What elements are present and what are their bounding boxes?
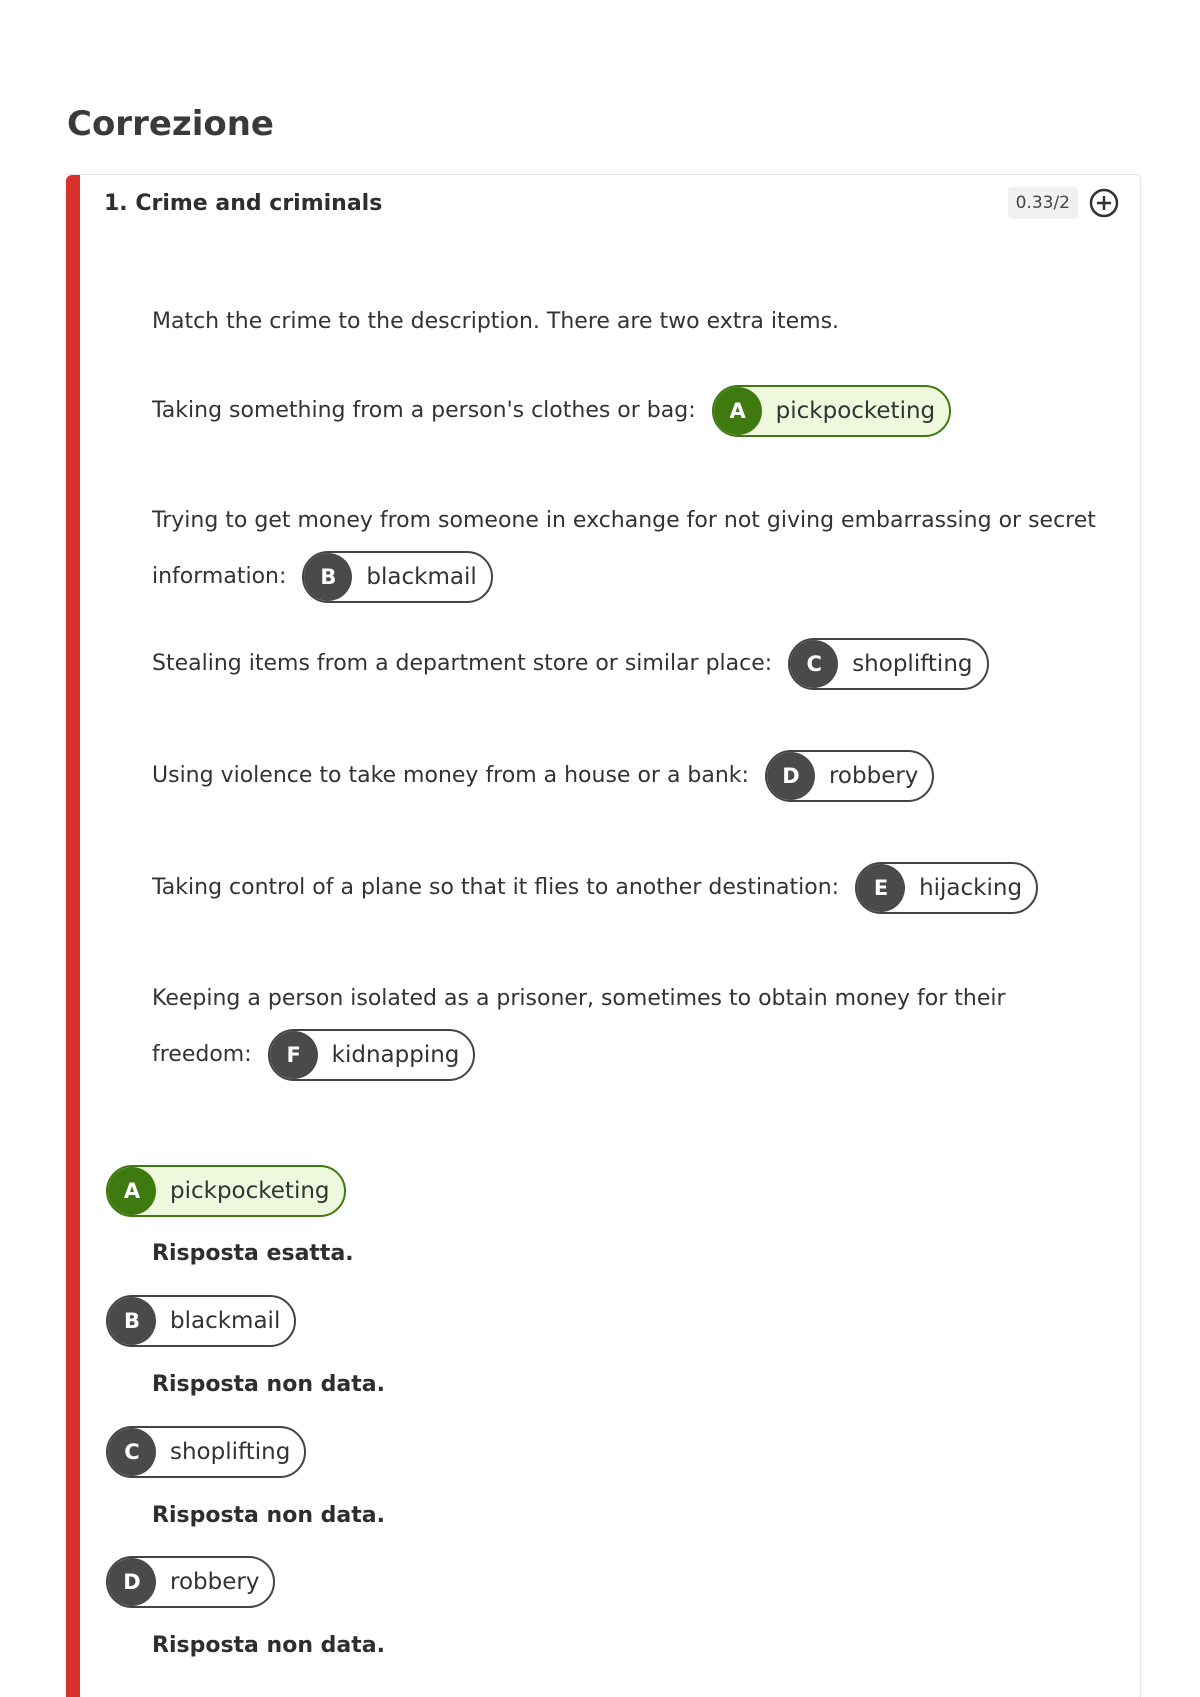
page-title: Correzione (67, 104, 274, 144)
answer-word: robbery (828, 763, 919, 789)
feedback-answer (106, 1426, 306, 1478)
item-description: Trying to get money from someone in exchange for not giving embarrassing or secret information: (152, 508, 1096, 589)
match-item (152, 860, 1112, 916)
answer-word: kidnapping (331, 1042, 460, 1068)
answer-word: blackmail (170, 1308, 281, 1334)
answer-pill[interactable] (712, 385, 952, 437)
answer-letter: A (108, 1167, 156, 1215)
status-bar (66, 175, 80, 1697)
answer-letter: D (767, 752, 815, 800)
answer-word: shoplifting (852, 651, 973, 677)
question-card (66, 174, 1141, 1697)
item-description: Taking control of a plane so that it flies to another destination: (152, 875, 840, 900)
answer-word: pickpocketing (170, 1178, 330, 1204)
answer-pill[interactable] (106, 1165, 346, 1217)
feedback-message: Risposta non data. (152, 1503, 385, 1528)
answer-letter: C (790, 640, 838, 688)
answer-pill[interactable] (106, 1556, 275, 1608)
match-item (152, 383, 1112, 439)
plus-circle-icon[interactable] (1088, 187, 1120, 219)
item-description: Stealing items from a department store or similar place: (152, 651, 773, 676)
match-item (152, 636, 1112, 692)
feedback-message: Risposta non data. (152, 1633, 385, 1658)
question-title: 1. Crime and criminals (104, 191, 383, 216)
feedback-answer (106, 1295, 296, 1347)
item-description: Keeping a person isolated as a prisoner, sometimes to obtain money for their freedom: (152, 986, 1006, 1067)
answer-letter: B (108, 1297, 156, 1345)
answer-word: blackmail (366, 564, 477, 590)
item-description: Using violence to take money from a house or a bank: (152, 763, 749, 788)
answer-word: pickpocketing (775, 398, 936, 424)
feedback-answer (106, 1556, 275, 1608)
feedback-message: Risposta non data. (152, 1372, 385, 1397)
item-description: Taking something from a person's clothes or bag: (152, 398, 696, 423)
answer-pill[interactable] (855, 862, 1038, 914)
answer-pill[interactable] (765, 750, 934, 802)
answer-pill[interactable] (302, 551, 492, 603)
answer-word: hijacking (919, 875, 1023, 901)
score-badge: 0.33/2 (1008, 187, 1078, 219)
answer-letter: A (714, 387, 762, 435)
answer-pill[interactable] (268, 1029, 476, 1081)
answer-pill[interactable] (788, 638, 988, 690)
feedback-message: Risposta esatta. (152, 1241, 354, 1266)
answer-letter: E (857, 864, 905, 912)
match-item (152, 971, 1082, 1083)
answer-letter: D (108, 1558, 156, 1606)
feedback-answer (106, 1165, 346, 1217)
answer-pill[interactable] (106, 1426, 306, 1478)
answer-pill[interactable] (106, 1295, 296, 1347)
answer-letter: F (270, 1031, 318, 1079)
answer-letter: B (304, 553, 352, 601)
answer-word: robbery (170, 1569, 260, 1595)
answer-letter: C (108, 1428, 156, 1476)
match-item (152, 748, 1112, 804)
answer-word: shoplifting (170, 1439, 291, 1465)
instruction-text: Match the crime to the description. There are two extra items. (152, 309, 840, 334)
match-item (152, 493, 1112, 605)
